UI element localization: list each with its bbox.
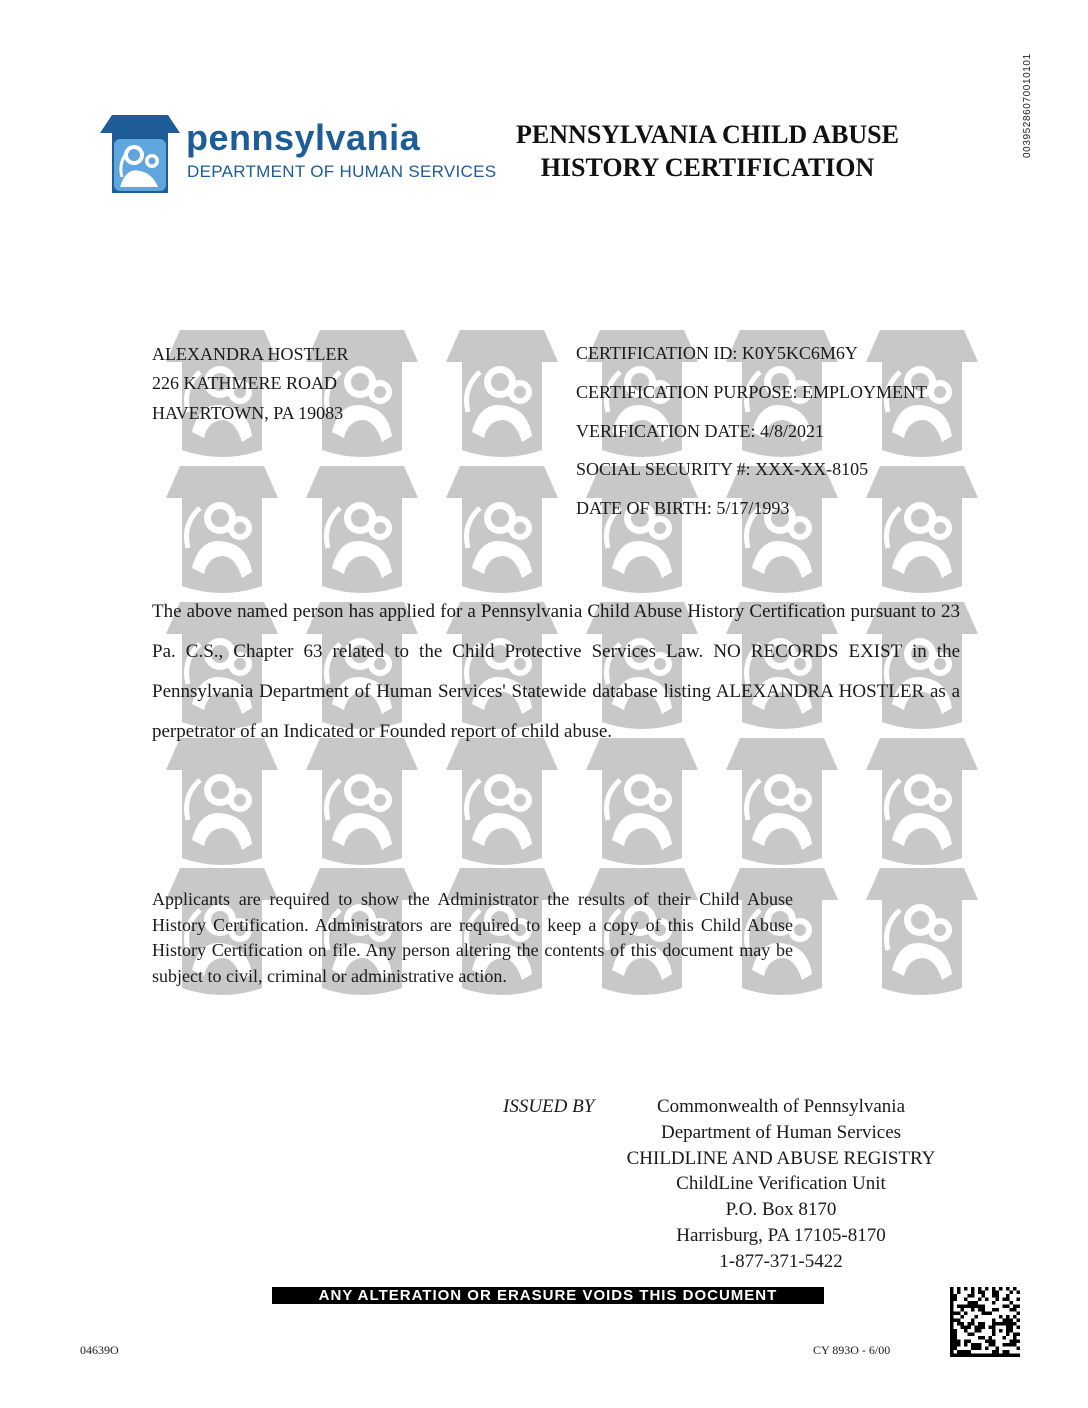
verification-date: VERIFICATION DATE: 4/8/2021: [576, 421, 824, 441]
logo-department: DEPARTMENT OF HUMAN SERVICES: [187, 162, 497, 181]
title-line-2: HISTORY CERTIFICATION: [540, 153, 875, 182]
alteration-warning-banner: ANY ALTERATION OR ERASURE VOIDS THIS DOCUMENT: [272, 1287, 824, 1304]
issuer-line: CHILDLINE AND ABUSE REGISTRY: [626, 1147, 936, 1169]
document-title: [480, 118, 935, 184]
issuer-line: ChildLine Verification Unit: [676, 1173, 886, 1195]
2d-barcode: [950, 1287, 1020, 1357]
form-code-right: CY 893O - 6/00: [813, 1343, 891, 1357]
issuer-line: 1-877-371-5422: [719, 1250, 843, 1272]
applicant-city: HAVERTOWN, PA 19083: [152, 403, 344, 423]
form-code-left: 04639O: [80, 1343, 119, 1357]
keystone-family-icon: [100, 115, 180, 193]
issuer-line: Harrisburg, PA 17105-8170: [676, 1224, 886, 1246]
logo-wordmark: pennsylvania: [186, 117, 421, 158]
issuer-line: Commonwealth of Pennsylvania: [656, 1096, 906, 1117]
social-security-number: SOCIAL SECURITY #: XXX-XX-8105: [576, 459, 869, 479]
issuer-address: [596, 1094, 966, 1275]
applicant-street: 226 KATHMERE ROAD: [152, 373, 338, 393]
certification-id: CERTIFICATION ID: K0Y5KC6M6Y: [576, 343, 858, 363]
certification-statement: The above named person has applied for a Pennsylvania Child Abuse History Certification pursuant to 23 Pa. C.S., Chapter 63 related to the Child Protective Services Law. NO RECORDS EXIST in the Pennsylvania Department of Human Services' Statewide database listing ALEXANDRA HOSTLER as a perpetrator of an Indicated or Founded report of child abuse.: [152, 601, 960, 742]
certification-purpose: CERTIFICATION PURPOSE: EMPLOYMENT: [576, 382, 927, 402]
issuer-line: Department of Human Services: [660, 1121, 902, 1143]
administrator-notice: Applicants are required to show the Administrator the results of their Child Abuse History Certification. Administrators are required to keep a copy of this Child Abuse History Certification on file. Any person altering the contents of this document may be subject to civil, criminal or administrative action.: [152, 889, 793, 986]
document-serial-number: 00395286070010101: [1022, 53, 1033, 159]
issued-by-label: ISSUED BY: [503, 1096, 595, 1117]
applicant-name: ALEXANDRA HOSTLER: [152, 344, 349, 364]
issuer-line: P.O. Box 8170: [725, 1199, 837, 1221]
title-line-1: PENNSYLVANIA CHILD ABUSE: [516, 120, 899, 149]
date-of-birth: DATE OF BIRTH: 5/17/1993: [576, 498, 790, 518]
